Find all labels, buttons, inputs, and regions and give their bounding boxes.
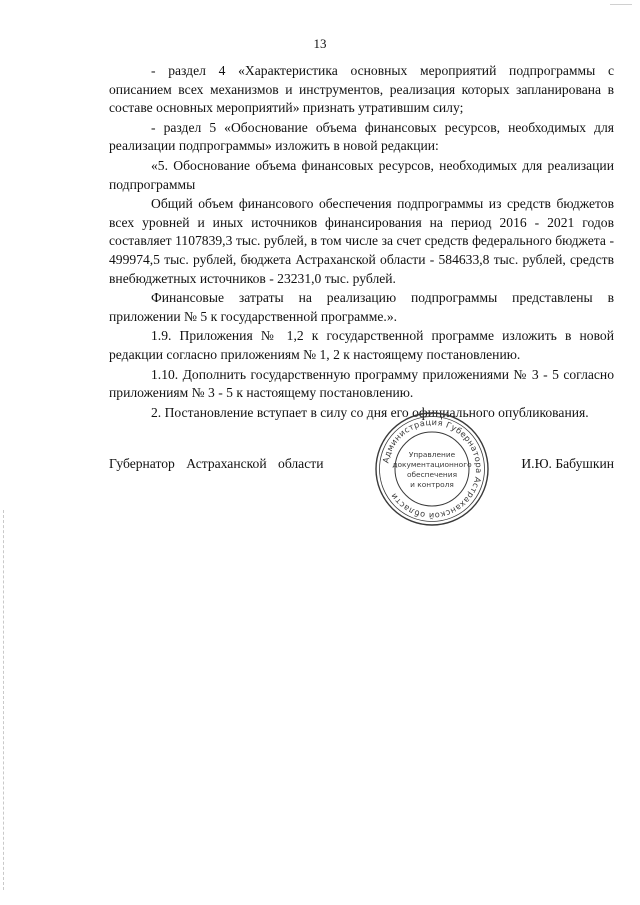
paragraph-financing-appendix: Финансовые затраты на реализацию подпрограммы представлены в приложении № 5 к государственной программе.». [109, 290, 614, 324]
seal-center-line-3: обеспечения [406, 470, 458, 479]
seal-center-line-1: Управление [408, 450, 456, 459]
seal-ring-text: Администрация Губернатора Астраханской области [380, 416, 485, 522]
paragraph-section5-heading: «5. Обоснование объема финансовых ресурсов, необходимых для реализации подпрограммы [109, 157, 614, 192]
paragraph-section5: - раздел 5 «Обоснование объема финансовых ресурсов, необходимых для реализации подпрограммы» изложить в новой редакции: [109, 119, 614, 154]
document-body [109, 62, 614, 422]
signatory-position: Губернатор Астраханской области [109, 456, 324, 471]
scan-margin-line [3, 510, 5, 890]
seal-center-line-4: и контроля [410, 480, 454, 489]
scan-corner-mark [610, 4, 632, 15]
paragraph-2: 2. Постановление вступает в силу со дня его официального опубликования. [151, 404, 589, 420]
page-number: 13 [313, 36, 327, 51]
signatory-name: И.Ю. Бабушкин [521, 456, 614, 471]
paragraph-1-10: 1.10. Дополнить государственную программу приложениями № 3 - 5 согласно приложениям № 3 - 5 к настоящему постановлению. [109, 366, 614, 401]
seal-center-line-2: документационного [392, 460, 472, 469]
paragraph-section4: - раздел 4 «Характеристика основных мероприятий подпрограммы с описанием всех механизмов и инструментов, реализация которых запланирована в составе основных мероприятий» признать утратившим силу; [109, 63, 614, 116]
seal-graphic [373, 410, 491, 528]
paragraph-1-9: 1.9. Приложения № 1,2 к государственной программе изложить в новой редакции согласно приложениям № 1, 2 к настоящему постановлению. [109, 328, 614, 362]
official-seal [373, 410, 491, 528]
paragraph-financing-total: Общий объем финансового обеспечения подпрограммы из средств бюджетов всех уровней и иных источников финансирования на период 2016 - 2021 годов составляет 1107839,3 тыс. рублей, в том числе за счет средств федерального бюджета - 499974,5 тыс. рублей, бюджета Астраханской области - 584633,8 тыс. рублей, средств внебюджетных источников - 23231,0 тыс. рублей. [109, 196, 614, 286]
